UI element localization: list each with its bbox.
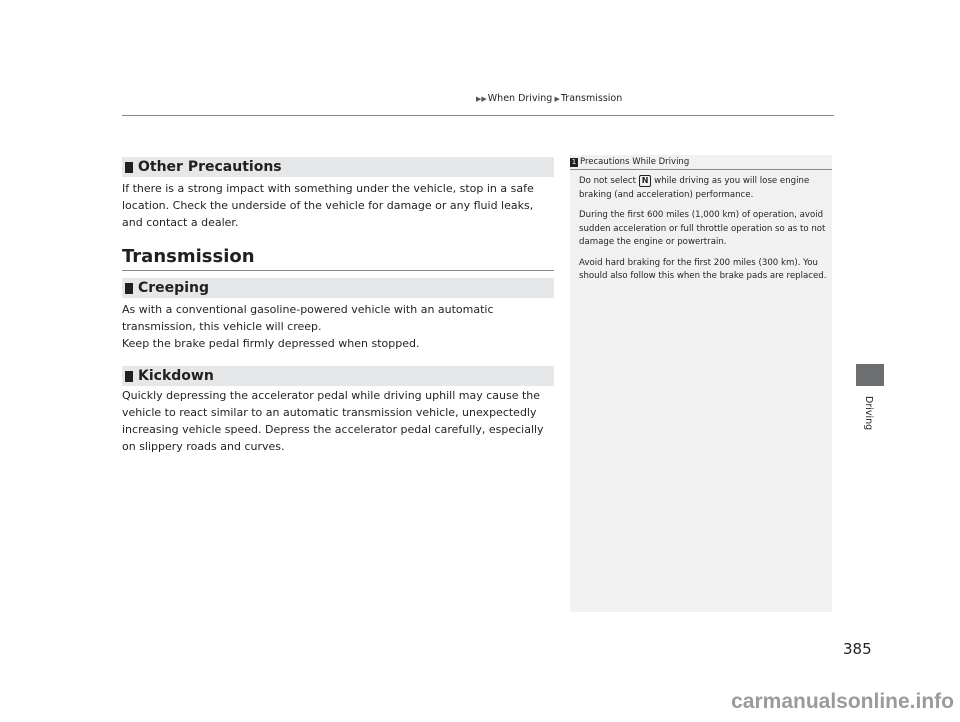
sidebar-paragraph: During the first 600 miles (1,000 km) of operation, avoid sudden acceleration or full throttle operation so as to not damage the engine or powertrain. <box>579 210 826 247</box>
square-bullet-icon <box>125 162 133 173</box>
breadcrumb <box>476 93 622 104</box>
page-number: 385 <box>843 640 872 658</box>
triangle-right-icon: ▶▶ <box>476 95 487 103</box>
kickdown-text <box>122 387 556 455</box>
page-title: Transmission <box>122 246 255 267</box>
other-precautions-text <box>122 180 556 231</box>
paragraph: As with a conventional gasoline-powered vehicle with an automatic transmission, this vehicle will creep. <box>122 303 494 333</box>
section-title: Other Precautions <box>138 159 282 175</box>
header-rule <box>122 115 834 116</box>
paragraph: If there is a strong impact with something under the vehicle, stop in a safe location. Check the underside of the vehicle for damage or any fluid leaks, and contact a dealer. <box>122 182 534 229</box>
sidebar-title <box>570 157 832 170</box>
text: Do not select <box>579 176 639 186</box>
sidebar-paragraph: Avoid hard braking for the first 200 miles (300 km). You should also follow this when the brake pads are replaced. <box>579 257 827 281</box>
breadcrumb-current[interactable]: Transmission <box>560 93 623 104</box>
square-bullet-icon <box>125 283 133 294</box>
breadcrumb-section[interactable]: When Driving <box>487 93 553 104</box>
title-rule <box>122 270 554 271</box>
text: while driving as you will lose engine braking (and acceleration) performance. <box>579 176 810 200</box>
sidebar-title-text: Precautions While Driving <box>580 157 690 167</box>
chapter-label: Driving <box>863 396 874 431</box>
paragraph: Keep the brake pedal firmly depressed when stopped. <box>122 337 420 350</box>
triangle-right-icon: ▶ <box>552 95 560 103</box>
section-header-other-precautions <box>122 157 554 177</box>
chapter-tab[interactable] <box>856 364 884 386</box>
neutral-key-icon: N <box>639 175 652 187</box>
paragraph: Quickly depressing the accelerator pedal while driving uphill may cause the vehicle to react similar to an automatic transmission vehicle, unexpectedly increasing vehicle speed. Depress the accelerator pedal carefully, especially on slippery roads and curves. <box>122 389 544 453</box>
sidebar-paragraph <box>579 175 827 202</box>
section-title: Kickdown <box>138 368 214 384</box>
section-title: Creeping <box>138 280 209 296</box>
creeping-text <box>122 301 556 352</box>
sidebar-body <box>579 175 827 291</box>
section-header-kickdown <box>122 366 554 386</box>
section-header-creeping <box>122 278 554 298</box>
reference-marker: 1 <box>571 157 577 166</box>
watermark: carmanualsonline.info <box>731 690 954 713</box>
square-bullet-icon <box>125 371 133 382</box>
